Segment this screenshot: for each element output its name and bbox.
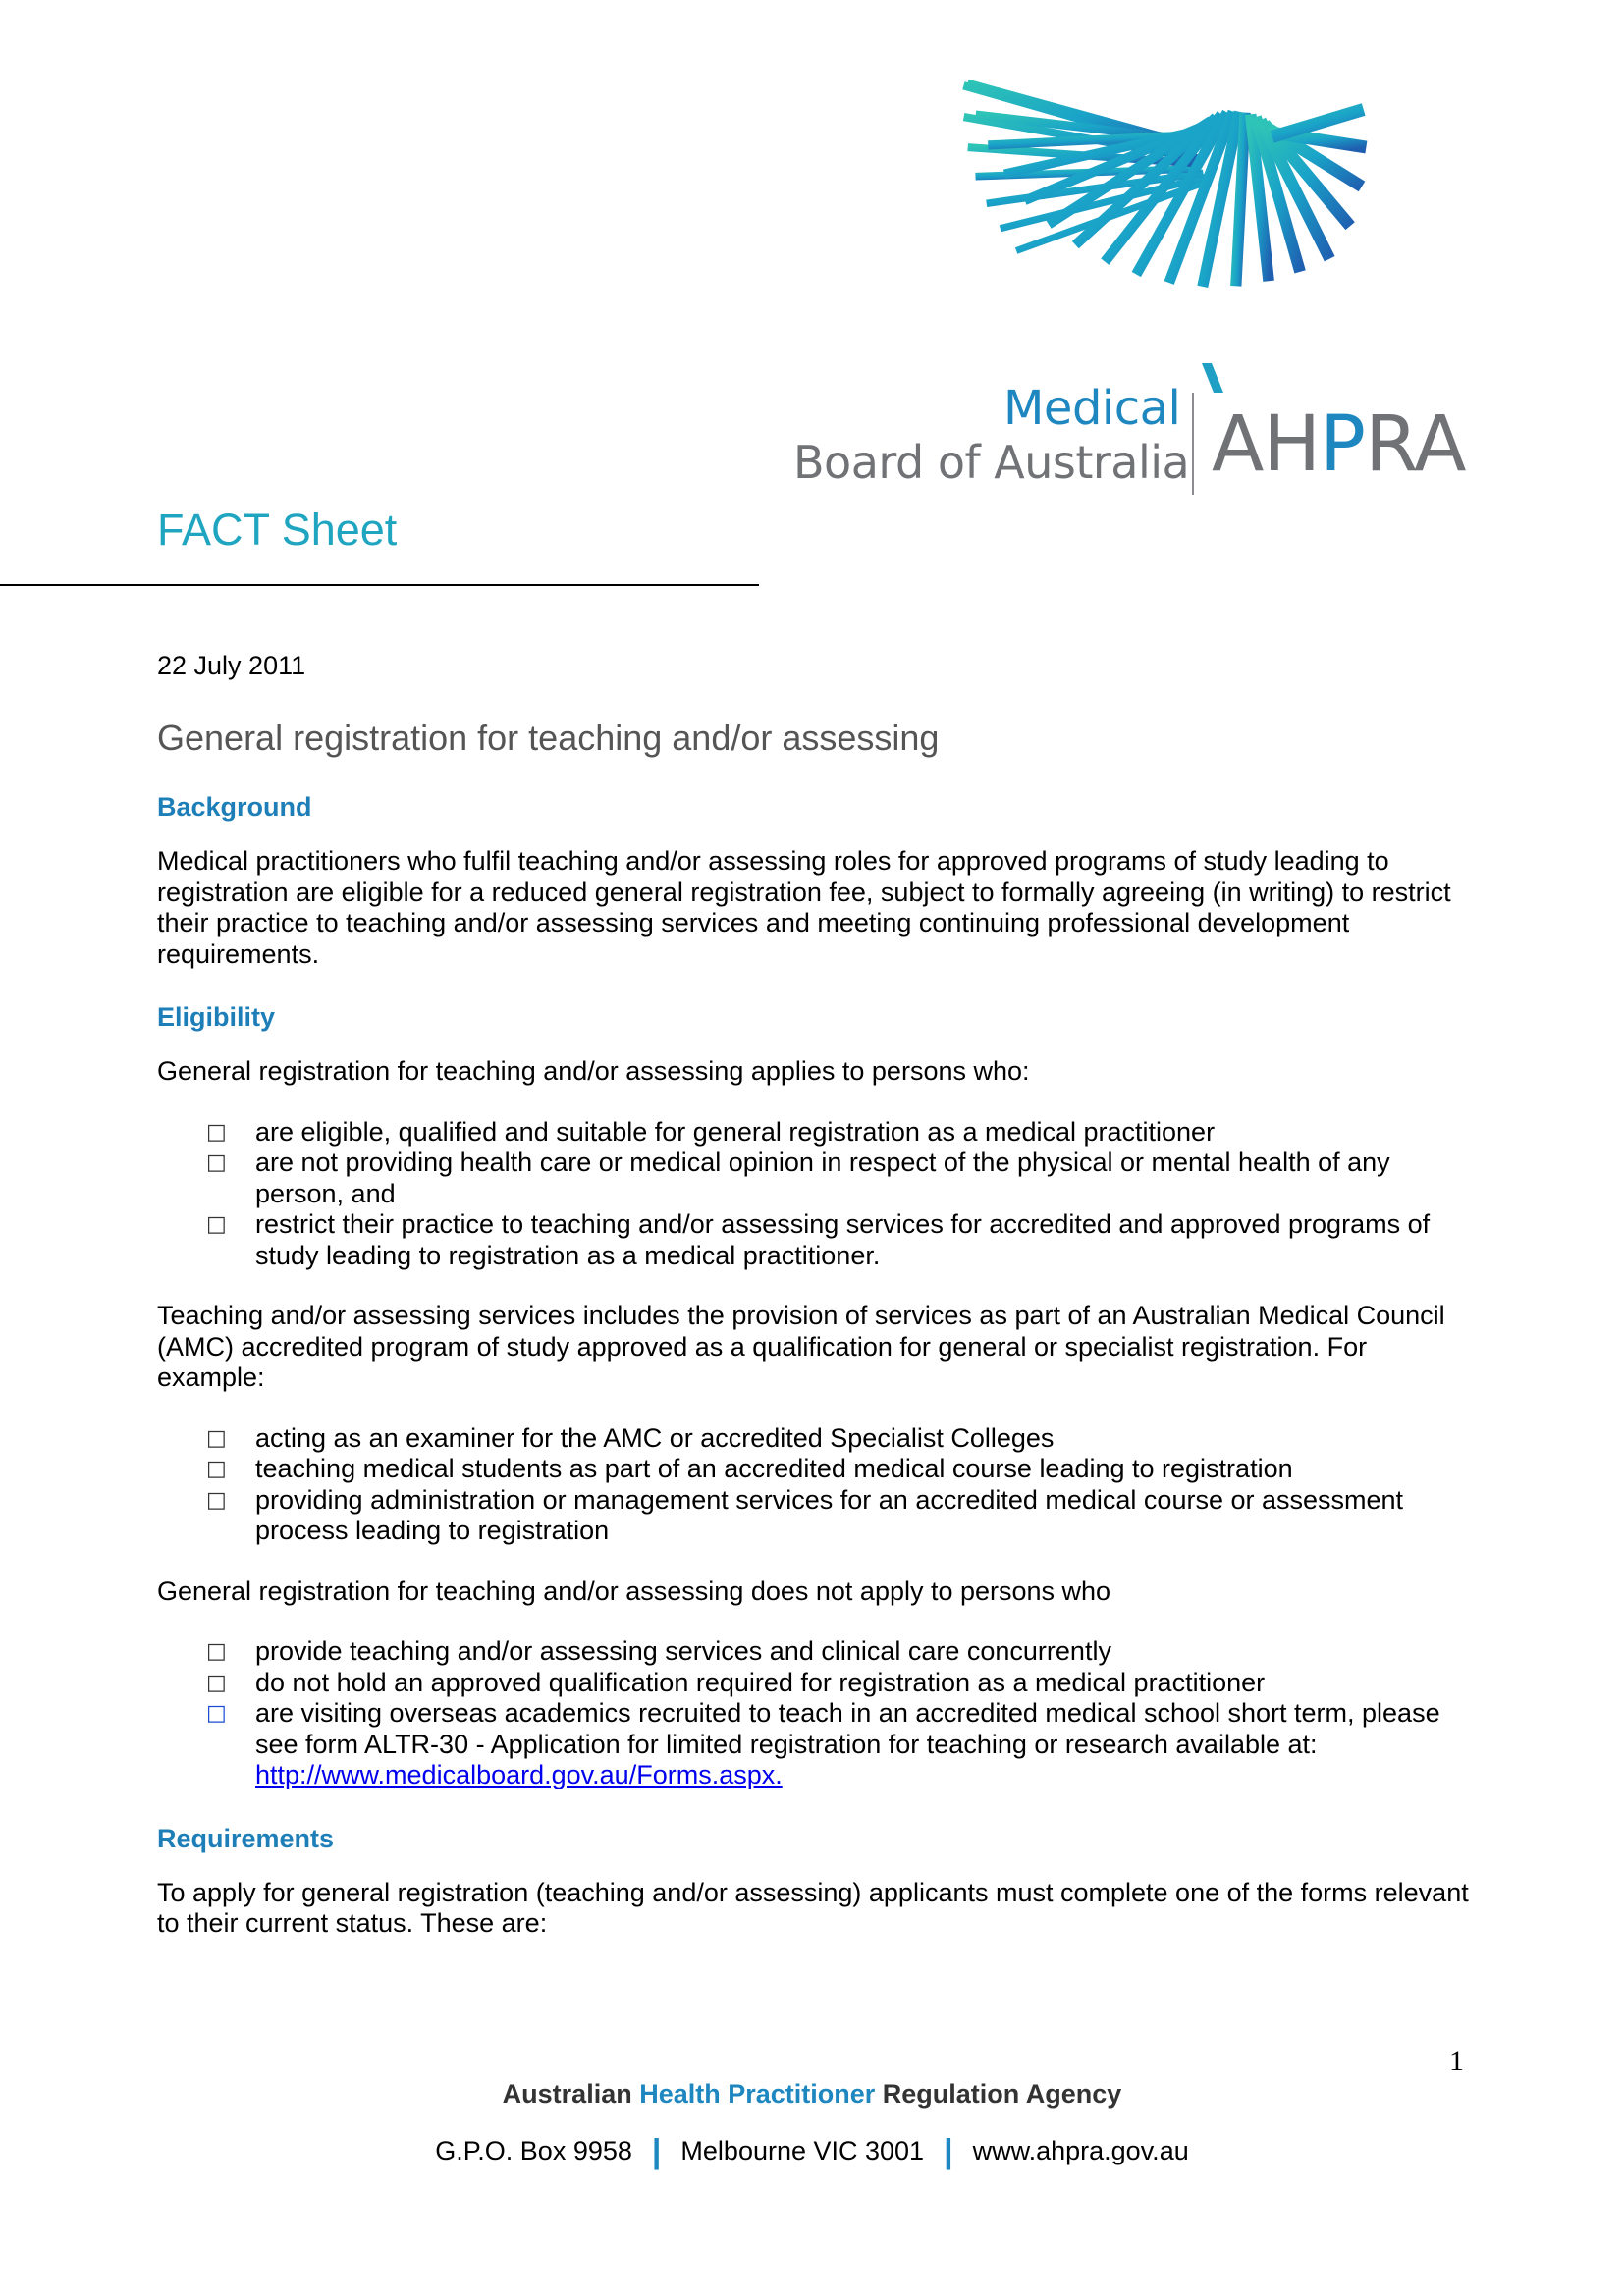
bullet-icon: □: [206, 1119, 227, 1145]
medical-board-ahpra-logo: [785, 69, 1473, 501]
background-paragraph: Medical practitioners who fulfil teaching and/or assessing roles for approved programs of study leading to registration are eligible for a reduced general registration fee, subject to formally agreeing (in writing) to restrict their practice to teaching and/or assessing services and meeting continuing professional development requirements.: [157, 846, 1451, 969]
footer-contact: [0, 2133, 1624, 2171]
requirements-heading: Requirements: [157, 1823, 335, 1853]
bullet-icon: □: [206, 1670, 227, 1695]
bullet-icon: □: [206, 1487, 227, 1513]
eligibility-heading: Eligibility: [157, 1002, 276, 1032]
background-heading: Background: [157, 792, 312, 822]
footer-website: www.ahpra.gov.au: [972, 2136, 1189, 2165]
logo-tasmania-mark: [1202, 363, 1223, 393]
logo-medical-text: Medical: [1003, 381, 1181, 436]
list-item: □ providing administration or management services for an accredited medical course or assessment process leading to registration: [206, 1484, 1404, 1545]
list-item: □ provide teaching and/or assessing services and clinical care concurrently: [206, 1636, 1111, 1666]
services-paragraph: Teaching and/or assessing services includes the provision of services as part of an Australian Medical Council (AMC) accredited program of study approved as a qualification for general or specialist registration. For example:: [157, 1301, 1445, 1392]
footer-separator: |: [944, 2133, 953, 2170]
footer-city: Melbourne VIC 3001: [680, 2136, 925, 2165]
bullet-icon: □: [206, 1150, 227, 1175]
eligibility-applies-list: [157, 1117, 1473, 1272]
logo-divider: [1192, 393, 1194, 495]
bullet-icon: □: [206, 1701, 227, 1726]
bullet-icon: □: [206, 1457, 227, 1481]
bullet-icon: □: [206, 1212, 227, 1237]
footer-separator: |: [651, 2133, 662, 2170]
fact-sheet-label: FACT Sheet: [157, 505, 398, 555]
list-item: □ are not providing health care or medical opinion in respect of the physical or mental health of any person, and: [206, 1148, 1390, 1208]
list-item: □ are eligible, qualified and suitable for general registration as a medical practitioner: [206, 1116, 1216, 1147]
not-apply-list: [157, 1636, 1473, 1791]
page-number: 1: [1449, 2045, 1464, 2077]
list-item: □ teaching medical students as part of an accredited medical course leading to registration: [206, 1454, 1293, 1483]
requirements-paragraph: To apply for general registration (teaching and/or assessing) applicants must complete one of the forms relevant to their current status. These are:: [157, 1877, 1469, 1938]
document-date: 22 July 2011: [157, 651, 306, 680]
document-title: General registration for teaching and/or assessing: [157, 718, 940, 758]
document-body: [157, 648, 1473, 1969]
title-divider: [0, 584, 759, 586]
list-item: □ are visiting overseas academics recruited to teach in an accredited medical school short term, please see form ALTR-30 - Application for limited registration for teaching or research available at: http://www.medicalboard.gov.au/Forms.aspx.: [206, 1698, 1440, 1789]
forms-link[interactable]: http://www.medicalboard.gov.au/Forms.aspx.: [255, 1760, 783, 1789]
logo-ahpra-text: AHPRA: [1212, 400, 1466, 489]
logo-board-text: Board of Australia: [793, 436, 1190, 489]
list-item: □ acting as an examiner for the AMC or accredited Specialist Colleges: [206, 1422, 1055, 1453]
examples-list: [157, 1423, 1473, 1547]
list-item: □ do not hold an approved qualification required for registration as a medical practitioner: [206, 1667, 1266, 1697]
not-apply-intro: General registration for teaching and/or assessing does not apply to persons who: [157, 1575, 1111, 1606]
footer-agency-name: Australian Health Practitioner Regulation Agency: [502, 2079, 1122, 2109]
logo-ray: [1272, 110, 1364, 137]
bullet-icon: □: [206, 1425, 227, 1451]
list-item: □ restrict their practice to teaching and/or assessing services for accredited and approved programs of study leading to registration as a medical practitioner.: [206, 1209, 1431, 1270]
bullet-icon: □: [206, 1639, 227, 1664]
footer-po-box: G.P.O. Box 9958: [435, 2136, 632, 2165]
eligibility-intro: General registration for teaching and/or assessing applies to persons who:: [157, 1056, 1030, 1086]
